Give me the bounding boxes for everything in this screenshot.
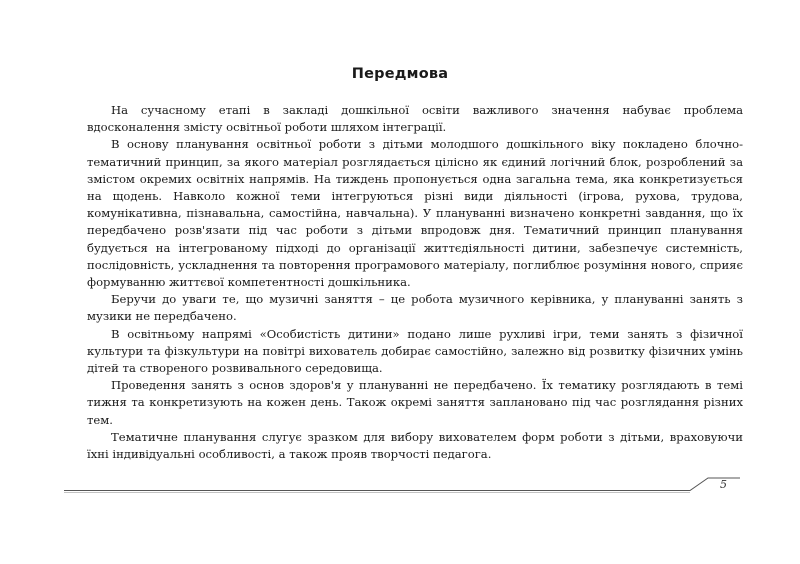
- footer-rule: [64, 476, 740, 500]
- paragraph: Беручи до уваги те, що музичні заняття – це робота музичного керівника, у плануванні занять з музики не передбачено.: [87, 292, 743, 324]
- preface-body: [87, 102, 743, 463]
- page-number: 5: [720, 478, 727, 491]
- paragraph: В основу планування освітньої роботи з дітьми молодшого дошкільного віку покладено блочно-тематичний принцип, за якого матеріал розглядається цілісно як єдиний логічний блок, розроблений за змістом окремих освітніх напрямів. На тиждень пропонується одна загальна тема, яка конкретизується на щодень. Навколо кожної теми інтегруються різні види діяльності (ігрова, рухова, трудова, комунікативна, пізнавальна, самостійна, навчальна). У плануванні визначено конкретні завдання, що їх передбачено розв'язати під час роботи з дітьми впродовж дня. Тематичний принцип планування будується на інтегрованому підході до організації життєдіяльності дитини, забезпечує системність, послідовність, ускладнення та повторення програмового матеріалу, поглиблює розуміння нового, сприяє формуванню життєвої компетентності дошкільника.: [87, 137, 743, 290]
- paragraph: В освітньому напрямі «Особистість дитини» подано лише рухливі ігри, теми занять з фізичної культури та фізкультури на повітрі вихователь добирає самостійно, залежно від розвитку фізичних умінь дітей та створеного розвивального середовища.: [87, 326, 743, 376]
- page-title: Передмова: [351, 66, 449, 82]
- paragraph: На сучасному етапі в закладі дошкільної освіти важливого значення набуває проблема вдосконалення змісту освітньої роботи шляхом інтеграції.: [87, 103, 743, 135]
- paragraph: Проведення занять з основ здоров'я у плануванні не передбачено. Їх тематику розглядають в темі тижня та конкретизують на кожен день. Також окремі заняття заплановано під час розглядання різних тем.: [87, 378, 743, 427]
- paragraph: Тематичне планування слугує зразком для вибору вихователем форм роботи з дітьми, враховуючи їхні індивідуальні особливості, а також прояв творчості педагога.: [87, 429, 743, 462]
